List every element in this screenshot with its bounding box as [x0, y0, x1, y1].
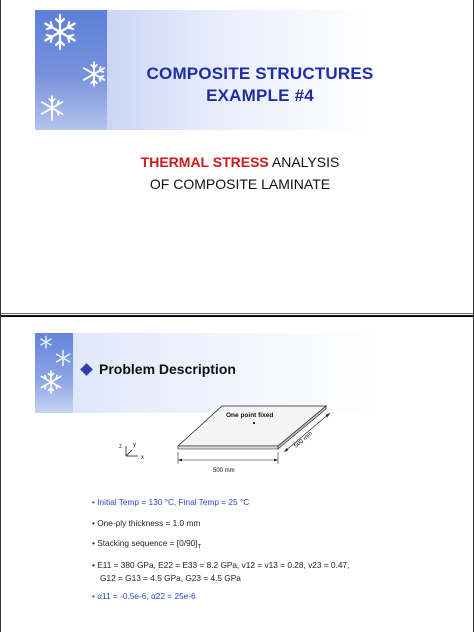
slide-title-line-2: EXAMPLE #4 — [206, 86, 314, 105]
stacking-subscript: T — [197, 544, 202, 551]
section-heading — [80, 361, 236, 377]
plate-figure — [110, 402, 340, 482]
snowflake-icon — [39, 335, 53, 349]
slide-subtitle-line-1 — [60, 154, 420, 170]
slide-2 — [0, 316, 474, 633]
plate-front-face — [178, 446, 278, 449]
slide-subtitle-line-2: OF COMPOSITE LAMINATE — [149, 176, 331, 192]
bullet-thickness: • One-ply thickness = 1.0 mm — [92, 518, 201, 528]
arrow-head — [274, 459, 278, 462]
snowflake-icon — [38, 369, 64, 395]
axis-y-label: y — [133, 442, 136, 448]
bullet-moduli-cont: G12 = G13 = 4.5 GPa, G23 = 4.5 GPa — [100, 573, 241, 583]
bullet-moduli: • E11 = 380 GPa, E22 = E33 = 8.2 GPa, v12 = v13 = 0.28, v23 = 0.47, — [92, 560, 350, 570]
page-left-edge — [0, 0, 1, 632]
slide-1 — [0, 0, 474, 313]
bullet-stacking — [92, 538, 201, 551]
bullet-alpha: • α11 = -0.5e-6, α22 = 25e-6 — [92, 591, 196, 601]
arrow-head — [178, 459, 182, 462]
axis-triad — [126, 446, 138, 456]
section-heading-text: Problem Description — [99, 361, 236, 377]
snowflake-icon — [80, 60, 108, 88]
snowflake-icon — [40, 12, 80, 52]
snowflake-icon — [54, 349, 72, 367]
subtitle-highlight: THERMAL STRESS — [140, 154, 269, 170]
stacking-text: • Stacking sequence = [0/90] — [92, 538, 198, 548]
diamond-bullet-icon — [80, 363, 93, 376]
subtitle-rest: ANALYSIS — [268, 154, 340, 170]
width-dimension-line — [178, 452, 278, 464]
arrow-head — [326, 413, 331, 417]
fixed-point-label: One point fixed — [226, 412, 274, 419]
bullet-temperature: • Initial Temp = 130 °C, Final Temp = 25 °C — [92, 497, 250, 507]
depth-dimension-label: 500 mm — [293, 430, 314, 450]
fixed-point-marker — [253, 422, 255, 424]
width-dimension-label: 500 mm — [213, 468, 235, 474]
snowflake-icon — [38, 94, 66, 122]
slide-title-line-1: COMPOSITE STRUCTURES — [146, 64, 374, 83]
axis-z-label: z — [119, 444, 122, 450]
axis-x-label: x — [141, 455, 144, 461]
